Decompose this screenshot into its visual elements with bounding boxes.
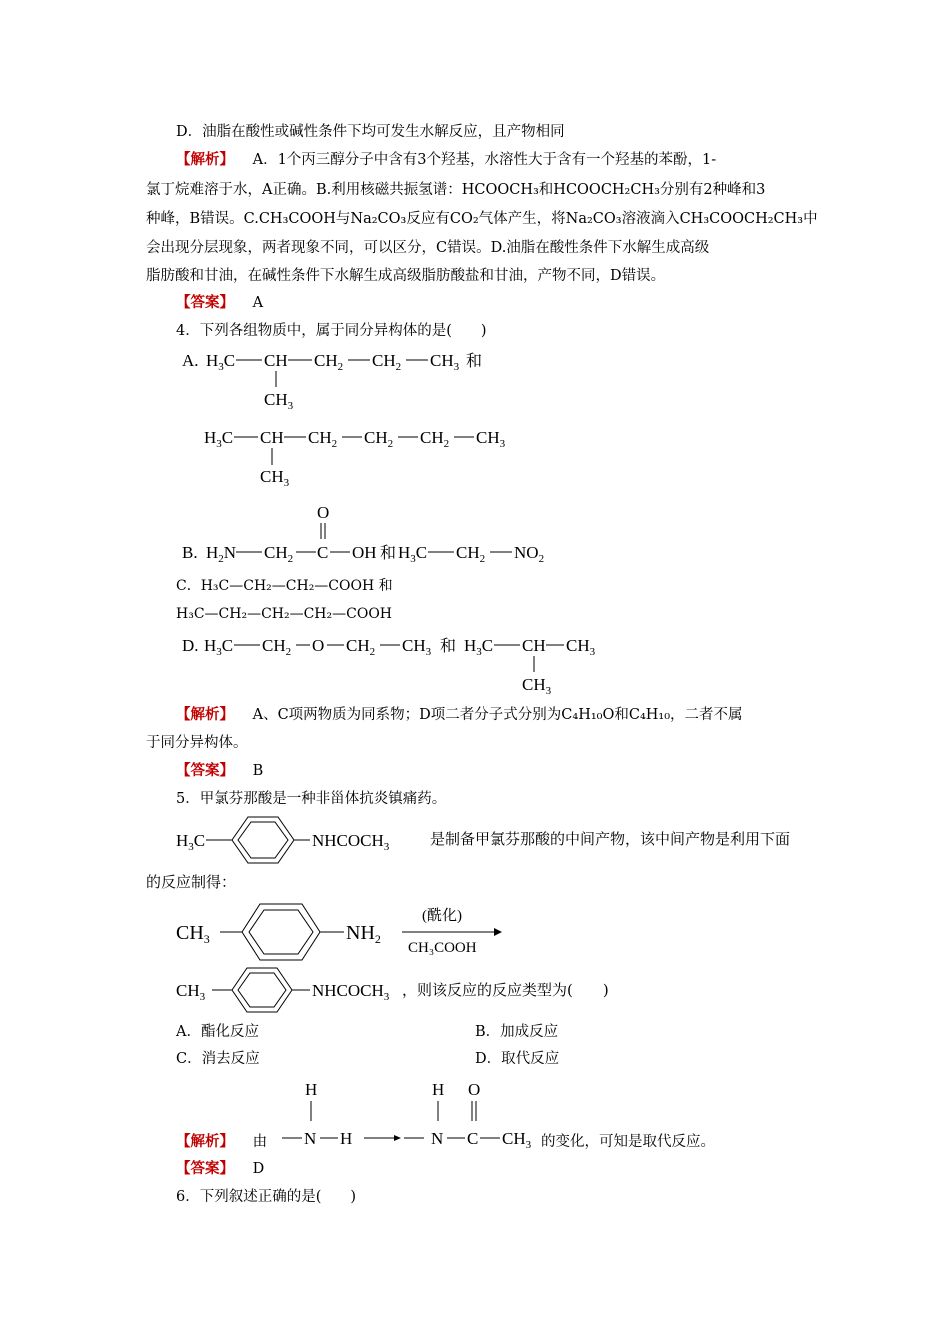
svg-text:CH3: $CH_3$ [566,636,596,658]
q4-explanation-line-2: 于同分异构体。 [146,735,248,751]
svg-text:OH: OH [352,543,377,562]
q6-stem: 6．下列叙述正确的是( ) [176,1189,357,1205]
svg-text:CH2: $CH_2$ [364,428,394,450]
option-d-label: D. [182,636,199,655]
svg-text:H3C: $H_3C$ [206,351,236,373]
svg-text:和: 和 [380,545,397,562]
svg-text:CH2: $CH_2$ [262,636,292,658]
svg-text:CH3: $CH_3$ [260,467,290,489]
q4-explanation-line-1: 【解析】 A、C项两物质为同系物；D项二者分子式分别为C₄H₁₀O和C₄H₁₀，二者不属 [176,706,743,723]
q5-option-a: A．酯化反应 [176,1024,259,1040]
svg-text:CH: CH [260,428,284,447]
q4-answer [176,761,263,781]
svg-text:CH: CH [264,351,288,370]
svg-text:NO2: $NO_2$ [514,543,545,565]
q4-stem: 4．下列各组物质中，属于同分异构体的是( ) [176,323,487,339]
q3-explanation-line-4: 会出现分层现象，两者现象不同，可以区分，C错误。D.油脂在酸性条件下水解生成高级 [146,240,710,256]
svg-text:H: H [432,1080,445,1099]
q5-line-2-text: 是制备甲氯芬那酸的中间产物，该中间产物是利用下面 [430,830,791,848]
svg-text:CH3: $CH_3$ [176,922,210,946]
q5-line-5-text: ，则该反应的反应类型为( ) [402,981,609,999]
svg-text:CH3: $CH_3$ [502,1129,532,1151]
explanation-tag: 【解析】 [176,1133,234,1150]
option-b-label: B. [182,543,198,562]
answer-value: A [252,295,264,311]
svg-text:H: H [340,1129,353,1148]
svg-text:CH3: $CH_3$ [402,636,432,658]
svg-text:H3C: $H_3C$ [204,428,234,450]
q5-stem: 5．甲氯芬那酸是一种非甾体抗炎镇痛药。 [176,791,447,807]
q5-option-c: C．消去反应 [176,1051,260,1067]
q5-option-b: B．加成反应 [475,1024,559,1040]
option-a-label: A. [182,351,199,370]
svg-text:H2N: $H_2N$ [206,543,237,565]
answer-tag: 【答案】 [176,762,234,779]
arrow-condition-top: (酰化) [422,908,462,924]
svg-text:CH2: $CH_2$ [456,543,486,565]
svg-text:N: N [304,1129,317,1148]
svg-text:C: C [317,543,329,562]
svg-text:C: C [467,1129,479,1148]
svg-text:H3C: $H_3C$ [204,636,234,658]
svg-text:和: 和 [440,638,457,655]
q4-option-c-line-1: C．H₃C—CH₂—CH₂—COOH 和 [176,578,393,594]
svg-text:NHCOCH3: $NHCOCH_3$ [312,831,390,853]
svg-text:O: O [468,1080,481,1099]
q5-intermediate-structure [176,814,436,864]
q3-explanation-line-3: 种峰，B错误。C.CH₃COOH与Na₂CO₃反应有CO₂气体产生，将Na₂CO₃溶液滴入CH₃COOCH₂CH₃中 [146,211,818,227]
svg-text:NHCOCH3: $NHCOCH_3$ [312,981,390,1003]
svg-text:H3C: $H_3C$ [464,636,494,658]
svg-text:CH3: $CH_3$ [264,390,294,412]
svg-text:NH2: $NH_2$ [346,922,381,946]
svg-text:CH3: $CH_3$ [476,428,506,450]
svg-text:H: H [305,1080,318,1099]
q5-reaction-equation [176,900,516,968]
svg-text:CH2: $CH_2$ [372,351,402,373]
answer-value: D [252,1161,265,1177]
svg-text:H3C: $H_3C$ [398,543,428,565]
q3-explanation-line-1: 【解析】 A．1个丙三醇分子中含有3个羟基，水溶性大于含有一个羟基的苯酚，1- [176,151,717,168]
q3-explanation-line-5: 脂肪酸和甘油，在碱性条件下水解生成高级脂肪酸盐和甘油，产物不同，D错误。 [146,268,666,284]
svg-text:CH3: $CH_3$ [430,351,460,373]
svg-text:CH2: $CH_2$ [314,351,344,373]
answer-tag: 【答案】 [176,1160,234,1177]
q5-explanation-tail: 的变化，可知是取代反应。 [541,1134,715,1150]
q5-line-3: 的反应制得： [146,873,237,891]
q3-answer [176,293,263,313]
q4-option-a-structures [178,345,518,490]
answer-value: B [252,763,264,779]
svg-text:CH: CH [522,636,546,655]
q5-explanation-line-1: 【解析】 由 [176,1133,268,1150]
explanation-tag: 【解析】 [176,706,234,723]
svg-text:CH3: $CH_3$ [176,981,206,1003]
q5-product-structure [176,966,416,1012]
q4-option-c-line-2: H₃C—CH₂—CH₂—CH₂—COOH [176,606,393,622]
q4-option-d-structures [178,630,618,698]
svg-text:CH2: $CH_2$ [346,636,376,658]
q5-explanation-structure [280,1076,570,1156]
svg-text:CH2: $CH_2$ [420,428,450,450]
svg-text:CH2: $CH_2$ [308,428,338,450]
svg-text:O: O [312,636,325,655]
svg-text:H3C: $H_3C$ [176,831,206,853]
q3-explanation-line-2: 氯丁烷难溶于水，A正确。B.利用核磁共振氢谱：HCOOCH₃和HCOOCH₂CH₃分别有2种峰和3 [146,182,766,198]
q4-option-b-structures [178,500,558,570]
svg-text:N: N [431,1129,444,1148]
q5-option-d: D．取代反应 [475,1051,560,1067]
explanation-tag: 【解析】 [176,151,234,168]
answer-tag: 【答案】 [176,294,234,311]
svg-text:CH2: $CH_2$ [264,543,294,565]
arrow-condition-bottom: CH₃COOH [408,940,477,956]
q5-answer [176,1159,264,1179]
q3-option-d: D．油脂在酸性或碱性条件下均可发生水解反应，且产物相同 [176,124,565,140]
svg-text:CH3: $CH_3$ [522,675,552,697]
svg-text:O: O [317,503,330,522]
and-word: 和 [466,353,483,370]
